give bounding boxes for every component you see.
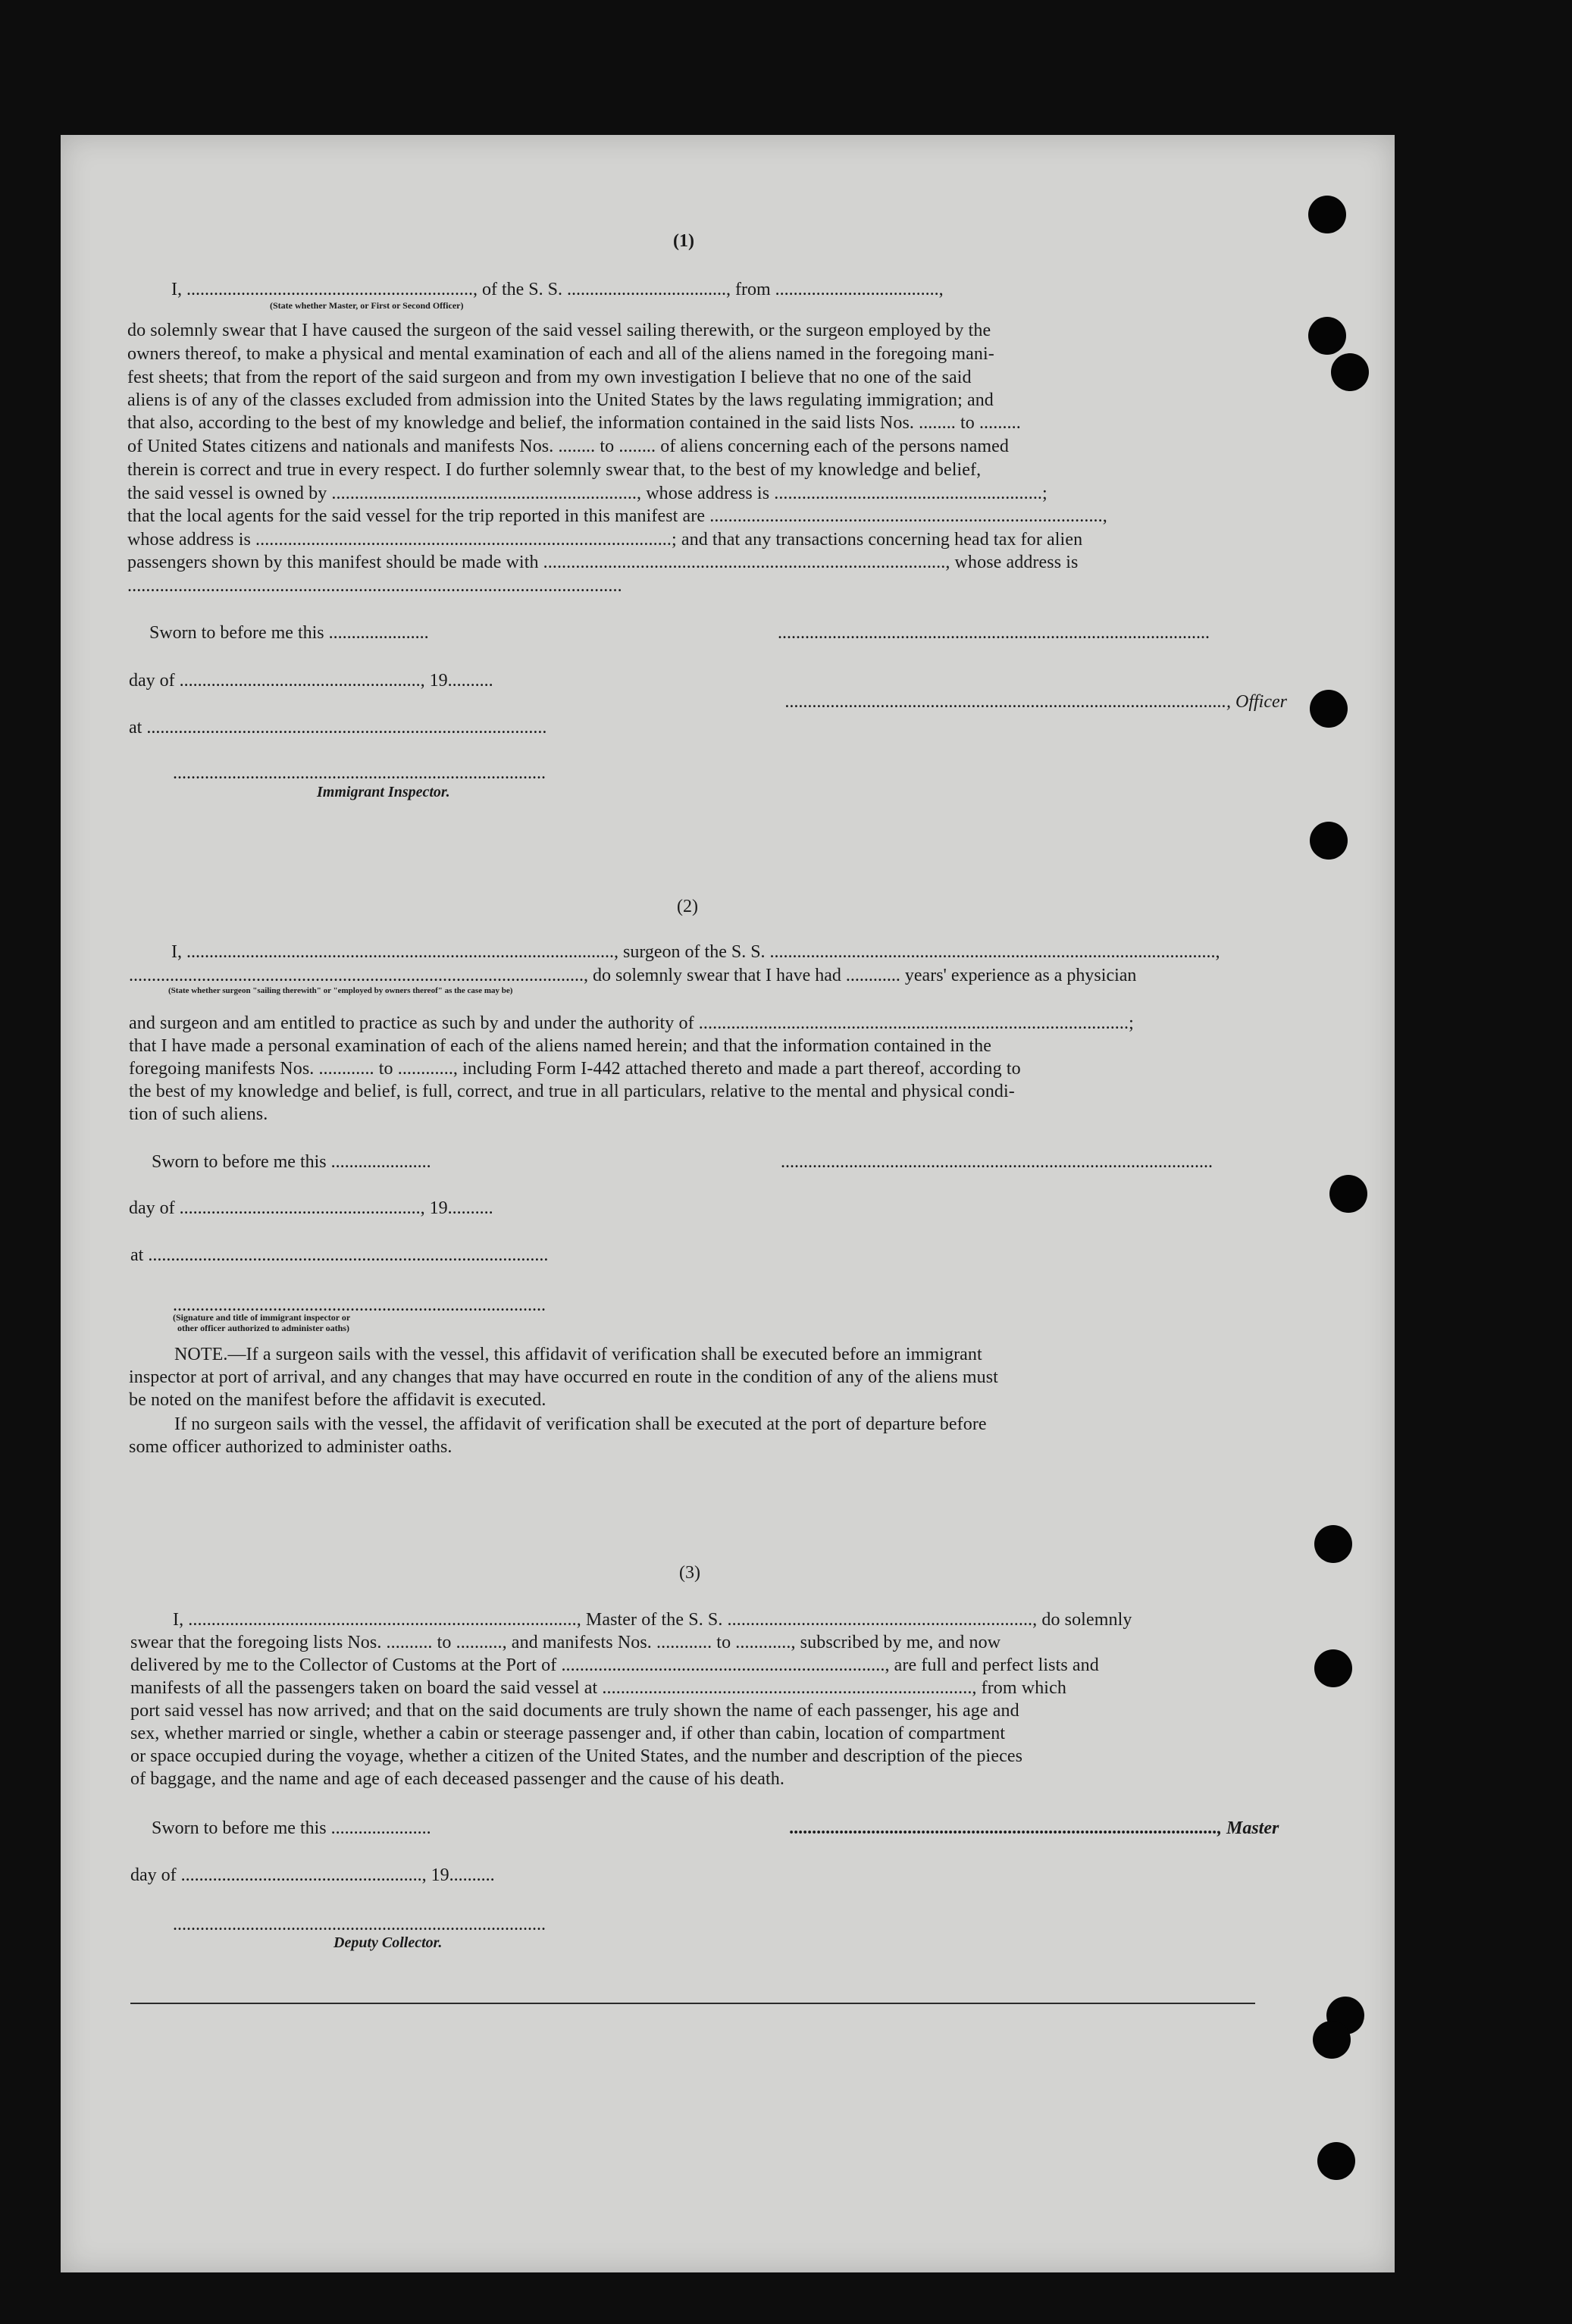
section-2-number: (2) <box>677 897 698 916</box>
body-line: aliens is of any of the classes excluded from admission into the United States by the laws regulating immigration; and <box>127 390 994 410</box>
body-line: or space occupied during the voyage, whether a citizen of the United States, and the number and description of the pieces <box>130 1746 1023 1766</box>
section-2-signature-blank: ............................................................................................... <box>781 1152 1213 1172</box>
body-line: that the local agents for the said vessel for the trip reported in this manifest are ....................................................................................., <box>127 506 1107 526</box>
punch-hole <box>1314 1649 1352 1687</box>
punch-hole <box>1331 353 1369 391</box>
punch-hole <box>1310 690 1348 728</box>
section-3-collector-label: Deputy Collector. <box>334 1934 443 1951</box>
body-line: foregoing manifests Nos. ............ to ............, including Form I-442 attached thereto and made a part thereof, according to <box>129 1059 1021 1079</box>
note-line: If no surgeon sails with the vessel, the affidavit of verification shall be executed at the port of departure before <box>174 1414 987 1434</box>
punch-hole <box>1308 317 1346 355</box>
note-line: be noted on the manifest before the affidavit is executed. <box>129 1390 546 1410</box>
section-1-at: at ........................................................................................ <box>129 718 547 738</box>
punch-hole <box>1310 822 1348 860</box>
section-3-day-of: day of ....................................................., 19.......... <box>130 1865 495 1885</box>
body-line: I, ...................................................................................., Master of the S. S. .................................................................., do solemnly <box>173 1610 1132 1630</box>
section-2-second-line: ...................................................................................................., do solemnly swear that I have had ............ years' experience as a physician <box>129 966 1137 985</box>
body-line: the best of my knowledge and belief, is full, correct, and true in all particulars, relative to the mental and physical condi- <box>129 1082 1015 1101</box>
body-line: owners thereof, to make a physical and mental examination of each and all of the aliens named in the foregoing mani- <box>127 344 994 364</box>
section-2-sworn: Sworn to before me this ...................... <box>152 1152 431 1172</box>
section-3-master-signature: .............................................................................................., Master <box>790 1818 1279 1838</box>
section-3-collector-blank: .................................................................................. <box>173 1915 546 1934</box>
body-line: delivered by me to the Collector of Customs at the Port of ......................................................................, are full and perfect lists and <box>130 1655 1099 1675</box>
section-3-number: (3) <box>679 1563 700 1583</box>
section-2-state-note: (State whether surgeon "sailing therewith" or "employed by owners thereof" as the case may be) <box>168 986 513 995</box>
body-line: the said vessel is owned by .................................................................., whose address is ..........................................................; <box>127 484 1047 503</box>
section-2-first-line: I, .............................................................................................., surgeon of the S. S. .................................................................................................., <box>171 942 1220 962</box>
body-line: manifests of all the passengers taken on board the said vessel at ................................................................................, from which <box>130 1678 1066 1698</box>
section-3-sworn: Sworn to before me this ...................... <box>152 1818 431 1838</box>
body-line: of baggage, and the name and age of each deceased passenger and the cause of his death. <box>130 1769 784 1789</box>
bottom-rule <box>130 2003 1255 2004</box>
body-line: do solemnly swear that I have caused the surgeon of the said vessel sailing therewith, or the surgeon employed by the <box>127 321 991 340</box>
punch-hole <box>1308 196 1346 233</box>
punch-hole <box>1329 1175 1367 1213</box>
body-line: ........................................................................................................... <box>127 576 622 596</box>
body-line: swear that the foregoing lists Nos. .......... to .........., and manifests Nos. ............ to ............, subscribed by me, and now <box>130 1633 1001 1652</box>
section-1-inspector-label: Immigrant Inspector. <box>317 784 450 800</box>
section-2-signature-note: (Signature and title of immigrant inspector or <box>173 1312 351 1323</box>
punch-hole <box>1313 2021 1351 2059</box>
punch-hole <box>1314 1525 1352 1563</box>
note-line: inspector at port of arrival, and any changes that may have occurred en route in the condition of any of the aliens must <box>129 1367 998 1387</box>
section-1-first-line: I, ..............................................................., of the S. S. ..................................., from ...................................., <box>171 280 944 299</box>
body-line: fest sheets; that from the report of the said surgeon and from my own investigation I believe that no one of the said <box>127 368 972 387</box>
body-line: tion of such aliens. <box>129 1104 268 1124</box>
section-1-officer-blank: ............................................................................................... <box>778 623 1210 643</box>
body-line: and surgeon and am entitled to practice as such by and under the authority of .............................................................................................; <box>129 1013 1134 1033</box>
section-1-state-note: (State whether Master, or First or Second Officer) <box>270 300 464 311</box>
note-line: some officer authorized to administer oaths. <box>129 1437 452 1457</box>
section-1-day-of: day of ....................................................., 19.......... <box>129 671 493 691</box>
body-line: that also, according to the best of my knowledge and belief, the information contained in the said lists Nos. ........ to ......... <box>127 413 1021 433</box>
section-2-inspector-blank: .................................................................................. <box>173 1295 546 1315</box>
section-2-signature-note: other officer authorized to administer oaths) <box>177 1323 349 1333</box>
body-line: of United States citizens and nationals and manifests Nos. ........ to ........ of aliens concerning each of the persons named <box>127 437 1009 456</box>
section-2-day-of: day of ....................................................., 19.......... <box>129 1198 493 1218</box>
body-line: that I have made a personal examination of each of the aliens named herein; and that the information contained in the <box>129 1036 991 1056</box>
body-line: port said vessel has now arrived; and that on the said documents are truly shown the name of each passenger, his age and <box>130 1701 1019 1721</box>
body-line: therein is correct and true in every respect. I do further solemnly swear that, to the best of my knowledge and belief, <box>127 460 982 480</box>
body-line: sex, whether married or single, whether a cabin or steerage passenger and, if other than cabin, location of compartment <box>130 1724 1006 1743</box>
section-1-officer-signature: ................................................................................................., Officer <box>785 692 1287 712</box>
section-1-sworn: Sworn to before me this ...................... <box>149 623 429 643</box>
body-line: passengers shown by this manifest should be made with ......................................................................................., whose address is <box>127 553 1079 572</box>
section-1-inspector-blank: .................................................................................. <box>173 763 546 783</box>
note-line: NOTE.—If a surgeon sails with the vessel, this affidavit of verification shall be executed before an immigrant <box>174 1345 982 1364</box>
body-line: whose address is ..........................................................................................; and that any transactions concerning head tax for alien <box>127 530 1083 550</box>
section-1-number: (1) <box>673 231 694 251</box>
punch-hole <box>1317 2142 1355 2180</box>
section-2-at: at ........................................................................................ <box>130 1245 549 1265</box>
